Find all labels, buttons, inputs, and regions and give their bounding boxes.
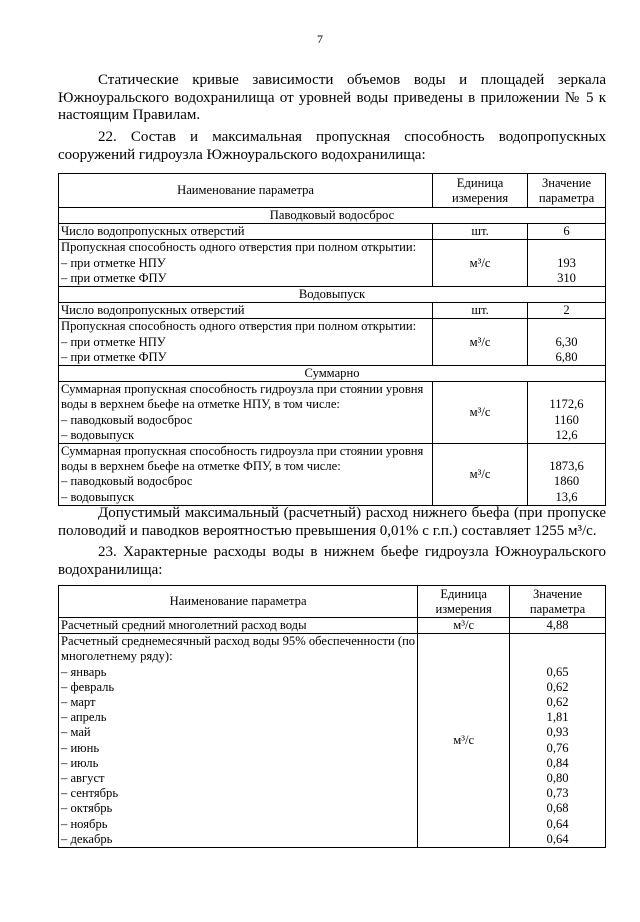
param-value: 4,88 <box>510 618 606 634</box>
param-value: 6,30 <box>555 334 578 349</box>
table-spillway-capacity <box>58 173 606 506</box>
spacer <box>512 634 603 649</box>
param-value: 6,80 <box>555 349 578 364</box>
param-name <box>59 444 433 506</box>
param-name-line: – при отметке НПУ <box>61 255 166 270</box>
param-values <box>528 240 606 287</box>
month-label: – январь <box>61 664 107 679</box>
section-row <box>59 366 606 382</box>
section-row <box>59 208 606 224</box>
param-name-line: – паводковый водосброс <box>61 474 193 489</box>
param-name <box>59 319 433 366</box>
spacer <box>530 240 603 255</box>
param-value: 2 <box>563 303 570 318</box>
param-values <box>528 382 606 444</box>
month-value: 0,80 <box>546 771 569 786</box>
month-value: 0,73 <box>546 786 569 801</box>
paragraph-22: 22. Состав и максимальная пропускная способность водопропускных сооружений гидроузла Южноуральского водохранилища: <box>58 129 606 163</box>
param-unit: м³/с <box>433 444 528 506</box>
param-name-line: Расчетный среднемесячный расход воды 95% обеспеченности (по многолетнему ряду): <box>61 634 416 664</box>
param-name: Расчетный средний многолетний расход воды <box>59 618 418 634</box>
section-title: Водовыпуск <box>59 287 606 303</box>
month-value: 0,65 <box>546 664 569 679</box>
param-value: 6 <box>563 224 570 239</box>
month-label: – август <box>61 771 105 786</box>
param-name <box>59 224 433 240</box>
header-name: Наименование параметра <box>59 586 418 618</box>
param-values <box>528 224 606 240</box>
month-label: – октябрь <box>61 801 113 816</box>
param-value: 1860 <box>553 474 580 489</box>
table-row <box>59 444 606 506</box>
month-value: 0,62 <box>546 695 569 710</box>
table-header-row <box>59 586 606 618</box>
month-label: – май <box>61 725 91 740</box>
param-value: 1160 <box>554 412 579 427</box>
param-name-line: Пропускная способность одного отверстия при полном открытии: <box>61 240 417 255</box>
month-value: 1,81 <box>546 710 569 725</box>
header-name: Наименование параметра <box>59 174 433 208</box>
table-downstream-flows <box>58 585 606 848</box>
param-unit: м³/с <box>433 382 528 444</box>
header-value: Значение параметра <box>510 586 606 618</box>
table-header-row <box>59 174 606 208</box>
param-name <box>59 634 418 848</box>
section-row <box>59 287 606 303</box>
param-name <box>59 303 433 319</box>
param-value: 1873,6 <box>549 459 584 474</box>
month-label: – ноябрь <box>61 816 108 831</box>
param-name-line: Число водопропускных отверстий <box>61 224 245 239</box>
section-title: Паводковый водосброс <box>59 208 606 224</box>
header-unit: Единица измерения <box>433 174 528 208</box>
param-name-line: Суммарная пропускная способность гидроузла при стоянии уровня воды в верхнем бьефе на отметке НПУ, в том числе: <box>61 382 424 412</box>
table-row <box>59 382 606 444</box>
param-value: 193 <box>557 255 576 270</box>
param-values <box>528 444 606 506</box>
param-name-line: – паводковый водосброс <box>61 412 193 427</box>
table-row <box>59 303 606 319</box>
month-label: – февраль <box>61 679 115 694</box>
param-unit: м³/с <box>418 634 510 848</box>
param-values <box>528 303 606 319</box>
spacer <box>530 382 603 397</box>
param-unit: шт. <box>433 303 528 319</box>
param-name-line: Пропускная способность одного отверстия при полном открытии: <box>61 319 417 334</box>
month-label: – июнь <box>61 740 100 755</box>
header-value: Значение параметра <box>528 174 606 208</box>
paragraph-curves: Статические кривые зависимости объемов воды и площадей зеркала Южноуральского водохранилища от уровней воды приведены в приложении № 5 к настоящим Правилам. <box>58 72 606 123</box>
param-unit: м³/с <box>433 240 528 287</box>
paragraph-23: 23. Характерные расходы воды в нижнем бьефе гидроузла Южноуральского водохранилища: <box>58 544 606 578</box>
month-value: 0,93 <box>546 725 569 740</box>
param-values <box>510 634 606 848</box>
month-label: – апрель <box>61 710 107 725</box>
table-row <box>59 224 606 240</box>
param-value: 310 <box>557 270 576 285</box>
param-name-line: Число водопропускных отверстий <box>61 303 245 318</box>
param-name <box>59 240 433 287</box>
section-title: Суммарно <box>59 366 606 382</box>
month-value: 0,84 <box>546 755 569 770</box>
month-value: 0,62 <box>546 679 569 694</box>
page-number: 7 <box>317 32 323 46</box>
month-label: – март <box>61 695 96 710</box>
param-name <box>59 382 433 444</box>
month-label: – сентябрь <box>61 786 119 801</box>
param-value: 13,6 <box>555 489 578 504</box>
month-label: – июль <box>61 755 99 770</box>
table-row <box>59 618 606 634</box>
param-name-line: – при отметке НПУ <box>61 334 166 349</box>
month-label: – декабрь <box>61 831 113 846</box>
param-value: 12,6 <box>555 427 578 442</box>
param-name-line: Суммарная пропускная способность гидроузла при стоянии уровня воды в верхнем бьефе на отметке ФПУ, в том числе: <box>61 444 424 474</box>
table-row-monthly <box>59 634 606 848</box>
param-unit: шт. <box>433 224 528 240</box>
table-row <box>59 240 606 287</box>
param-name-line: – водовыпуск <box>61 427 135 442</box>
month-value: 0,64 <box>546 816 569 831</box>
month-value: 0,64 <box>546 831 569 846</box>
spacer <box>530 319 603 334</box>
param-name-line: – при отметке ФПУ <box>61 349 167 364</box>
header-unit: Единица измерения <box>418 586 510 618</box>
table-row <box>59 319 606 366</box>
param-name-line: – при отметке ФПУ <box>61 270 167 285</box>
spacer <box>530 444 603 459</box>
month-value: 0,68 <box>546 801 569 816</box>
param-unit: м³/с <box>418 618 510 634</box>
param-values <box>528 319 606 366</box>
paragraph-max-discharge: Допустимый максимальный (расчетный) расход нижнего бьефа (при пропуске половодий и паводков вероятностью превышения 0,01% с г.п.) составляет 1255 м³/с. <box>58 505 606 539</box>
month-value: 0,76 <box>546 740 569 755</box>
param-unit: м³/с <box>433 319 528 366</box>
param-value: 1172,6 <box>549 397 584 412</box>
param-name-line: – водовыпуск <box>61 489 135 504</box>
spacer <box>512 649 603 664</box>
